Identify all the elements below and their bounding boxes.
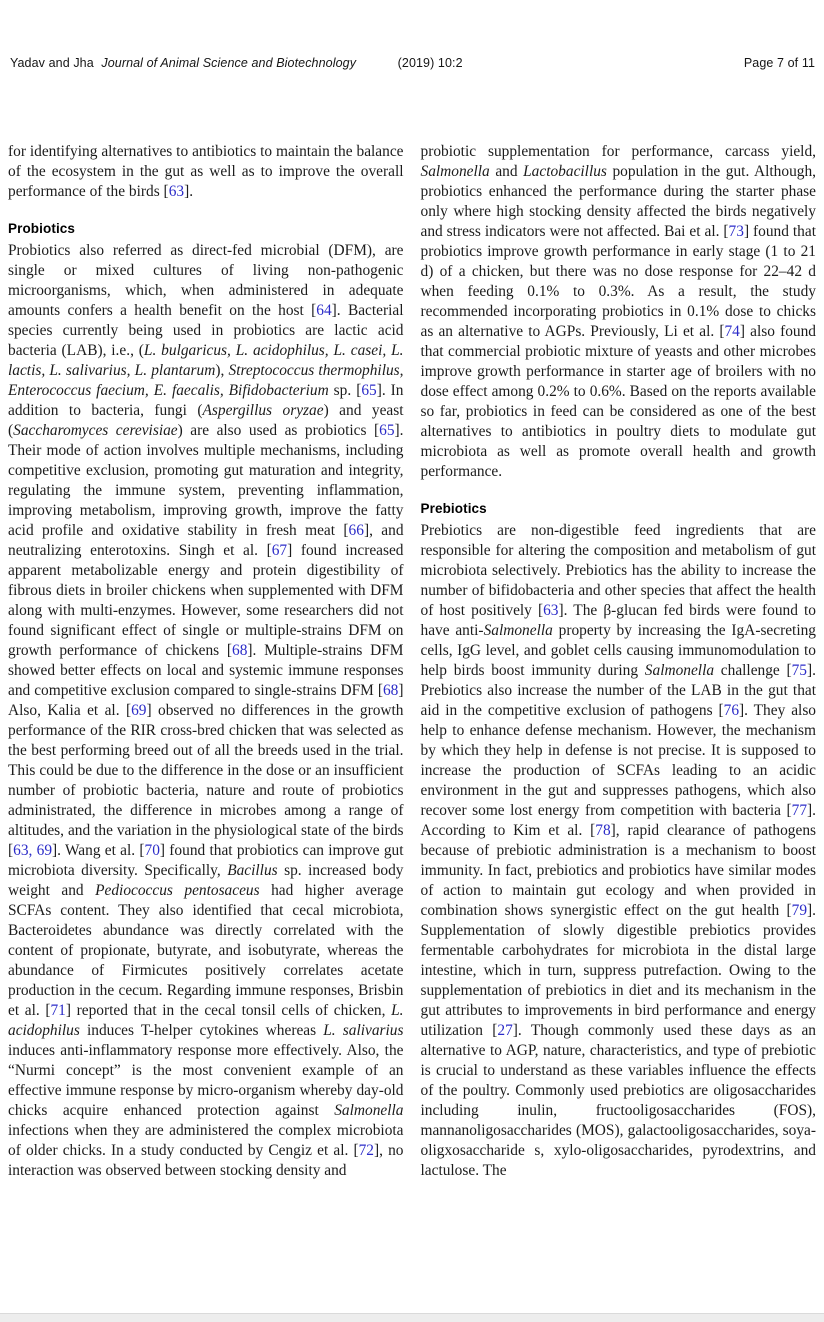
citation-link[interactable]: 79 (791, 902, 808, 919)
text-run: ]. Bacterial species currently being used in probiotics are lactic acid bacteria (LAB), i.e., ( (8, 302, 404, 359)
text-run: ) and yeast ( (8, 402, 404, 439)
header-citation (10, 56, 463, 70)
section-heading: Probiotics (8, 221, 76, 236)
running-header (0, 56, 824, 70)
text-run: ) are also used as probiotics [ (177, 422, 380, 439)
text-run: probiotic supplementation for performance, carcass yield, (420, 143, 816, 160)
header-issue: (2019) 10:2 (397, 56, 463, 70)
paragraph (421, 521, 817, 1181)
text-run: ] also found that commercial probiotic mixture of yeasts and other microbes improve growth performance in starter age of broilers with no dose effect among 0.2% to 0.6%. Based on the reports available so far, probiotics in feed can be considered as one of the best alternatives to antibiotics in poultry diets to modulate gut microbiota as well as promote overall health and growth performance. (420, 323, 816, 480)
citation-link[interactable]: 76 (723, 702, 740, 719)
text-run: Probiotics also referred as direct-fed microbial (DFM), are single or mixed cultures of living non-pathogenic microorganisms, which, when administered in adequate amounts confers a health benefit on the host [ (8, 242, 404, 319)
species-name: Aspergillus oryzae (202, 402, 324, 419)
text-run: ]. (184, 183, 194, 200)
species-name: Saccharomyces cerevisiae (13, 422, 178, 439)
paragraph (8, 241, 404, 1181)
citation-link[interactable]: 71 (50, 1002, 66, 1019)
section-heading: Prebiotics (420, 501, 487, 516)
citation-link[interactable]: 63 (543, 602, 559, 619)
species-name: Streptococcus thermophilus, Enterococcus faecium, E. faecalis, Bifidobacterium (8, 362, 404, 399)
text-run: sp. increased body weight and (8, 862, 404, 899)
paragraph (421, 142, 817, 482)
citation-link[interactable]: 74 (724, 323, 740, 340)
text-run: ), (215, 362, 229, 379)
text-run: ], rapid clearance of pathogens because of prebiotic administration is a mechanism to boost immunity. In fact, prebiotics and probiotics have similar modes of action to maintain gut ecology and when provided in combination shows synergistic effect on the gut health [ (420, 822, 817, 919)
left-column (8, 142, 404, 1181)
text-run: ], and neutralizing enterotoxins. Singh et al. [ (8, 522, 404, 559)
citation-link[interactable]: 70 (144, 842, 160, 859)
text-run: induces T-helper cytokines whereas (79, 1022, 324, 1039)
species-name: Salmonella (644, 662, 715, 679)
text-run: ] found that probiotics improve growth performance in early stage (1 to 21 d) of a chicken, but there was no dose response for 22–42 d when feeding 0.1% to 0.3%. As a result, the study recommended incorporating probiotics in 0.1% dose to chicks as an alternative to AGPs. Previously, Li et al. [ (420, 223, 816, 340)
text-run: ] observed no differences in the growth performance of the RIR cross-bred chicken that was selected as the best performing breed out of all the breeds used in the trial. This could be due to the difference in the dose or an insufficient number of probiotic bacteria, nature and route of probiotics administrated, the difference in microbes among a range of altitudes, and the variation in the physiological state of the birds [ (8, 702, 404, 859)
citation-link[interactable]: 75 (791, 662, 807, 679)
text-run: ] found increased apparent metabolizable energy and protein digestibility of fibrous diets in broiler chickens when supplemented with DFM along with multi-enzymes. However, some researchers did not found significant effect of single or multiple-strains DFM on growth performance of chickens [ (8, 542, 404, 659)
citation-link[interactable]: 68 (382, 682, 399, 699)
text-run: ] found that probiotics can improve gut microbiota diversity. Specifically, (8, 842, 404, 879)
species-name: L. salivarius (323, 1022, 404, 1039)
species-name: Bacillus (227, 862, 278, 879)
right-column (421, 142, 817, 1181)
text-run: ]. The β-glucan fed birds were found to have anti- (420, 602, 816, 639)
text-run: ], no interaction was observed between stocking density and (8, 1142, 404, 1179)
text-run: challenge [ (714, 662, 792, 679)
citation-link[interactable]: 77 (791, 802, 808, 819)
text-run: for identifying alternatives to antibiotics to maintain the balance of the ecosystem in the gut as well as to improve the overall performance of the birds [ (8, 143, 404, 200)
citation-link[interactable]: 68 (232, 642, 248, 659)
citation-link[interactable]: 65 (379, 422, 395, 439)
species-name: Salmonella (334, 1102, 404, 1119)
header-page-number: Page 7 of 11 (743, 56, 815, 70)
text-run: sp. [ (328, 382, 362, 399)
species-name: L. acidophilus (8, 1002, 404, 1039)
text-run: ]. Supplementation of slowly digestible prebiotics provides fermentable carbohydrates for microbiota in the distal large intestine, which in turn, suppress putrefaction. Owing to the supplementation of prebiotics in diet and its mechanism in the gut attributes to improvements in bird performance and energy utilization [ (420, 902, 816, 1039)
citation-link[interactable]: 65 (361, 382, 377, 399)
header-authors: Yadav and Jha (10, 56, 94, 70)
text-run: induces anti-inflammatory response more effectively. Also, the “Nurmi concept” is the most convenient example of an effective immune response by micro-organism whereby day-old chicks acquire enhanced protection against (8, 1042, 404, 1119)
text-run: ]. They also help to enhance defense mechanism. However, the mechanism by which they help in defense is not precise. It is supposed to increase the production of SCFAs leading to an acidic environment in the gut and suppresses pathogens, which also recover some lost energy from competition with bacteria [ (420, 702, 816, 819)
citation-link[interactable]: 78 (595, 822, 611, 839)
species-name: Lactobacillus (523, 163, 607, 180)
text-run: infections when they are administered the complex microbiota of older chicks. In a study conducted by Cengiz et al. [ (8, 1122, 404, 1159)
article-body (0, 142, 824, 1181)
species-name: Salmonella (483, 622, 553, 639)
text-run: ]. Their mode of action involves multiple mechanisms, including competitive exclusion, promoting gut maturation and integrity, regulating the immune system, preventing inflammation, improving metabolism, improving growth, improve the fatty acid profile and oxidative stability in fresh meat [ (8, 422, 404, 539)
text-run: ]. Though commonly used these days as an alternative to AGP, nature, characteristics, and type of prebiotic is crucial to understand as these variables influence the effects of the poultry. Commonly used prebiotics are oligosaccharides including inulin, fructooligosaccharides (FOS), mannanoligosaccharides (MOS), galactooligosaccharides, soya-oligxosaccharide s, xylo-oligosaccharides, pyrodextrins, and lactulose. The (420, 1022, 816, 1179)
citation-link[interactable]: 72 (358, 1142, 374, 1159)
citation-link[interactable]: 69 (131, 702, 147, 719)
text-run: ]. Wang et al. [ (52, 842, 145, 859)
citation-link[interactable]: 64 (316, 302, 332, 319)
text-run: ]. Multiple-strains DFM showed better effects on local and systemic immune responses and competitive exclusion compared to single-strains DFM [ (8, 642, 404, 699)
citation-link[interactable]: 27 (497, 1022, 513, 1039)
species-name: Pediococcus pentosaceus (95, 882, 260, 899)
text-run: ]. In addition to bacteria, fungi ( (8, 382, 404, 419)
text-run: Prebiotics are non-digestible feed ingredients that are responsible for altering the composition and metabolism of gut microbiota selectively. Prebiotics has the ability to increase the number of bifidobacteria and other species that affect the health of host positively [ (420, 522, 816, 619)
text-run: had higher average SCFAs content. They also identified that cecal microbiota, Bacteroidetes abundance was directly correlated with the content of propionate, butyrate, and isobutyrate, whereas the abundance of Firmicutes positively correlates acetate production in the cecum. Regarding immune responses, Brisbin et al. [ (8, 882, 404, 1019)
species-name: L. bulgaricus, L. acidophilus, L. casei, L. lactis, L. salivarius, L. plantarum (8, 342, 404, 379)
text-run: ]. According to Kim et al. [ (420, 802, 816, 839)
header-journal-name: Journal of Animal Science and Biotechnology (101, 56, 357, 70)
citation-link[interactable]: 67 (271, 542, 288, 559)
citation-link[interactable]: 63, 69 (13, 842, 53, 859)
citation-link[interactable]: 73 (728, 223, 744, 240)
bottom-bar (0, 1313, 824, 1322)
citation-link[interactable]: 63 (168, 183, 185, 200)
paragraph (8, 142, 404, 202)
text-run: ] reported that in the cecal tonsil cells of chicken, (65, 1002, 392, 1019)
text-run: property by increasing the IgA-secreting cells, IgG level, and goblet cells causing immunomodulation to help birds boost immunity during (420, 622, 816, 679)
text-run: ] Also, Kalia et al. [ (8, 682, 404, 719)
species-name: Salmonella (420, 163, 490, 180)
text-run: population in the gut. Although, probiotics enhanced the performance during the starter phase only where high stocking density affected the birds negatively and stress indicators were not affected. Bai et al. [ (420, 163, 817, 240)
citation-link[interactable]: 66 (348, 522, 364, 539)
text-run: ]. Prebiotics also increase the number of the LAB in the gut that aid in the competitive exclusion of pathogens [ (420, 662, 816, 719)
text-run: and (489, 163, 524, 180)
